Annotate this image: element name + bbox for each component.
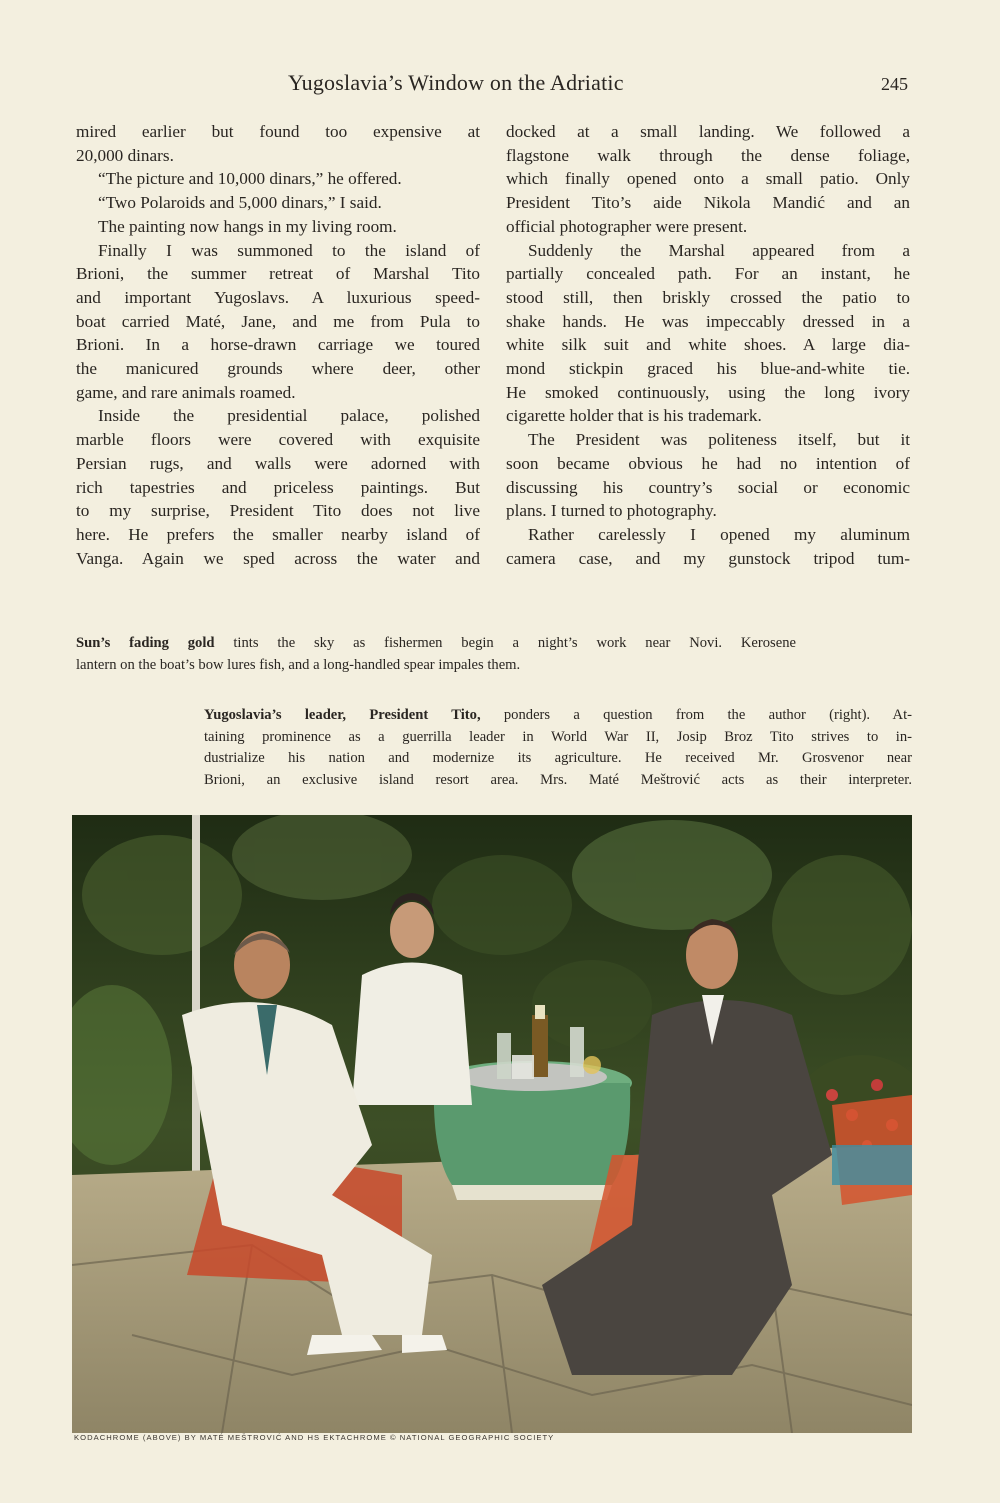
text-line: Brioni. In a horse-drawn carriage we toured [76, 335, 480, 355]
photo-credit: KODACHROME (ABOVE) BY MATÉ MEŠTROVIĆ AND HS EKTACHROME © NATIONAL GEOGRAPHIC SOCIETY [74, 1433, 555, 1442]
text-line: The President was politeness itself, but it [528, 430, 910, 450]
text-line: here. He prefers the smaller nearby island of [76, 524, 480, 544]
page-number: 245 [881, 74, 908, 94]
caption-text: tints the sky as fishermen begin a night’s work near Novi. Kerosene [214, 635, 796, 651]
text-line: white silk suit and white shoes. A large dia- [506, 335, 910, 355]
caption-text: ponders a question from the author (right). At- [480, 707, 912, 723]
page-title: Yugoslavia’s Window on the Adriatic [288, 70, 624, 95]
text-line: shake hands. He was impeccably dressed in a [506, 311, 910, 331]
text-line: official photographer were present. [506, 216, 748, 236]
caption-line: taining prominence as a guerrilla leader in World War II, Josip Broz Tito strives to in- [204, 728, 912, 745]
text-line: Suddenly the Marshal appeared from a [528, 240, 910, 260]
text-line: Vanga. Again we sped across the water and [76, 548, 480, 568]
text-line: marble floors were covered with exquisite [76, 430, 480, 450]
photo-tito-patio [72, 815, 912, 1433]
text-line: flagstone walk through the dense foliage, [506, 145, 910, 165]
caption-tito [204, 705, 912, 791]
text-line: Finally I was summoned to the island of [98, 240, 480, 260]
caption-line: Brioni, an exclusive island resort area. Mrs. Maté Meštrović acts as their interpreter. [204, 771, 912, 788]
text-line: “Two Polaroids and 5,000 dinars,” I said. [98, 193, 382, 213]
text-line: camera case, and my gunstock tripod tum- [506, 548, 910, 568]
text-line: The painting now hangs in my living room. [98, 216, 397, 236]
photo-illustration [72, 815, 912, 1433]
text-line: the manicured grounds where deer, other [76, 359, 480, 379]
caption-line [204, 705, 912, 727]
text-line: plans. I turned to photography. [506, 501, 717, 521]
text-line: docked at a small landing. We followed a [506, 122, 910, 141]
text-line: Persian rugs, and walls were adorned with [76, 453, 480, 473]
caption-line: dustrialize his nation and modernize its agriculture. He received Mr. Grosvenor near [204, 750, 912, 767]
caption-lead: Yugoslavia’s leader, President Tito, [204, 707, 481, 723]
caption-line: lantern on the boat’s bow lures fish, and a long-handled spear impales them. [76, 656, 521, 673]
text-line: game, and rare animals roamed. [76, 382, 296, 402]
text-line: 20,000 dinars. [76, 145, 174, 165]
caption-lead: Sun’s fading gold [76, 635, 215, 651]
text-column-left [76, 120, 480, 570]
text-line: partially concealed path. For an instant, he [506, 264, 910, 284]
text-line: which finally opened onto a small patio. Only [506, 169, 910, 189]
text-line: cigarette holder that is his trademark. [506, 406, 762, 426]
caption-line [76, 633, 796, 655]
text-line: boat carried Maté, Jane, and me from Pula to [76, 311, 480, 331]
text-line: Rather carelessly I opened my aluminum [528, 524, 910, 544]
text-column-right [506, 120, 910, 570]
text-line: mired earlier but found too expensive at [76, 122, 480, 141]
text-line: stood still, then briskly crossed the patio to [506, 287, 910, 307]
text-line: to my surprise, President Tito does not live [76, 501, 480, 521]
text-line: mond stickpin graced his blue-and-white tie. [506, 359, 910, 379]
text-line: Brioni, the summer retreat of Marshal Tito [76, 264, 480, 284]
text-line: discussing his country’s social or economic [506, 477, 910, 497]
empty-chair [832, 1095, 912, 1205]
text-line: rich tapestries and priceless paintings. But [76, 477, 480, 497]
text-line: He smoked continuously, using the long ivory [506, 382, 910, 402]
text-line: Inside the presidential palace, polished [98, 406, 480, 426]
caption-boat [76, 633, 796, 676]
text-line: “The picture and 10,000 dinars,” he offered. [98, 169, 402, 189]
text-line: President Tito’s aide Nikola Mandić and an [506, 193, 910, 213]
text-line: and important Yugoslavs. A luxurious speed- [76, 287, 480, 307]
text-line: soon became obvious he had no intention of [506, 453, 910, 473]
